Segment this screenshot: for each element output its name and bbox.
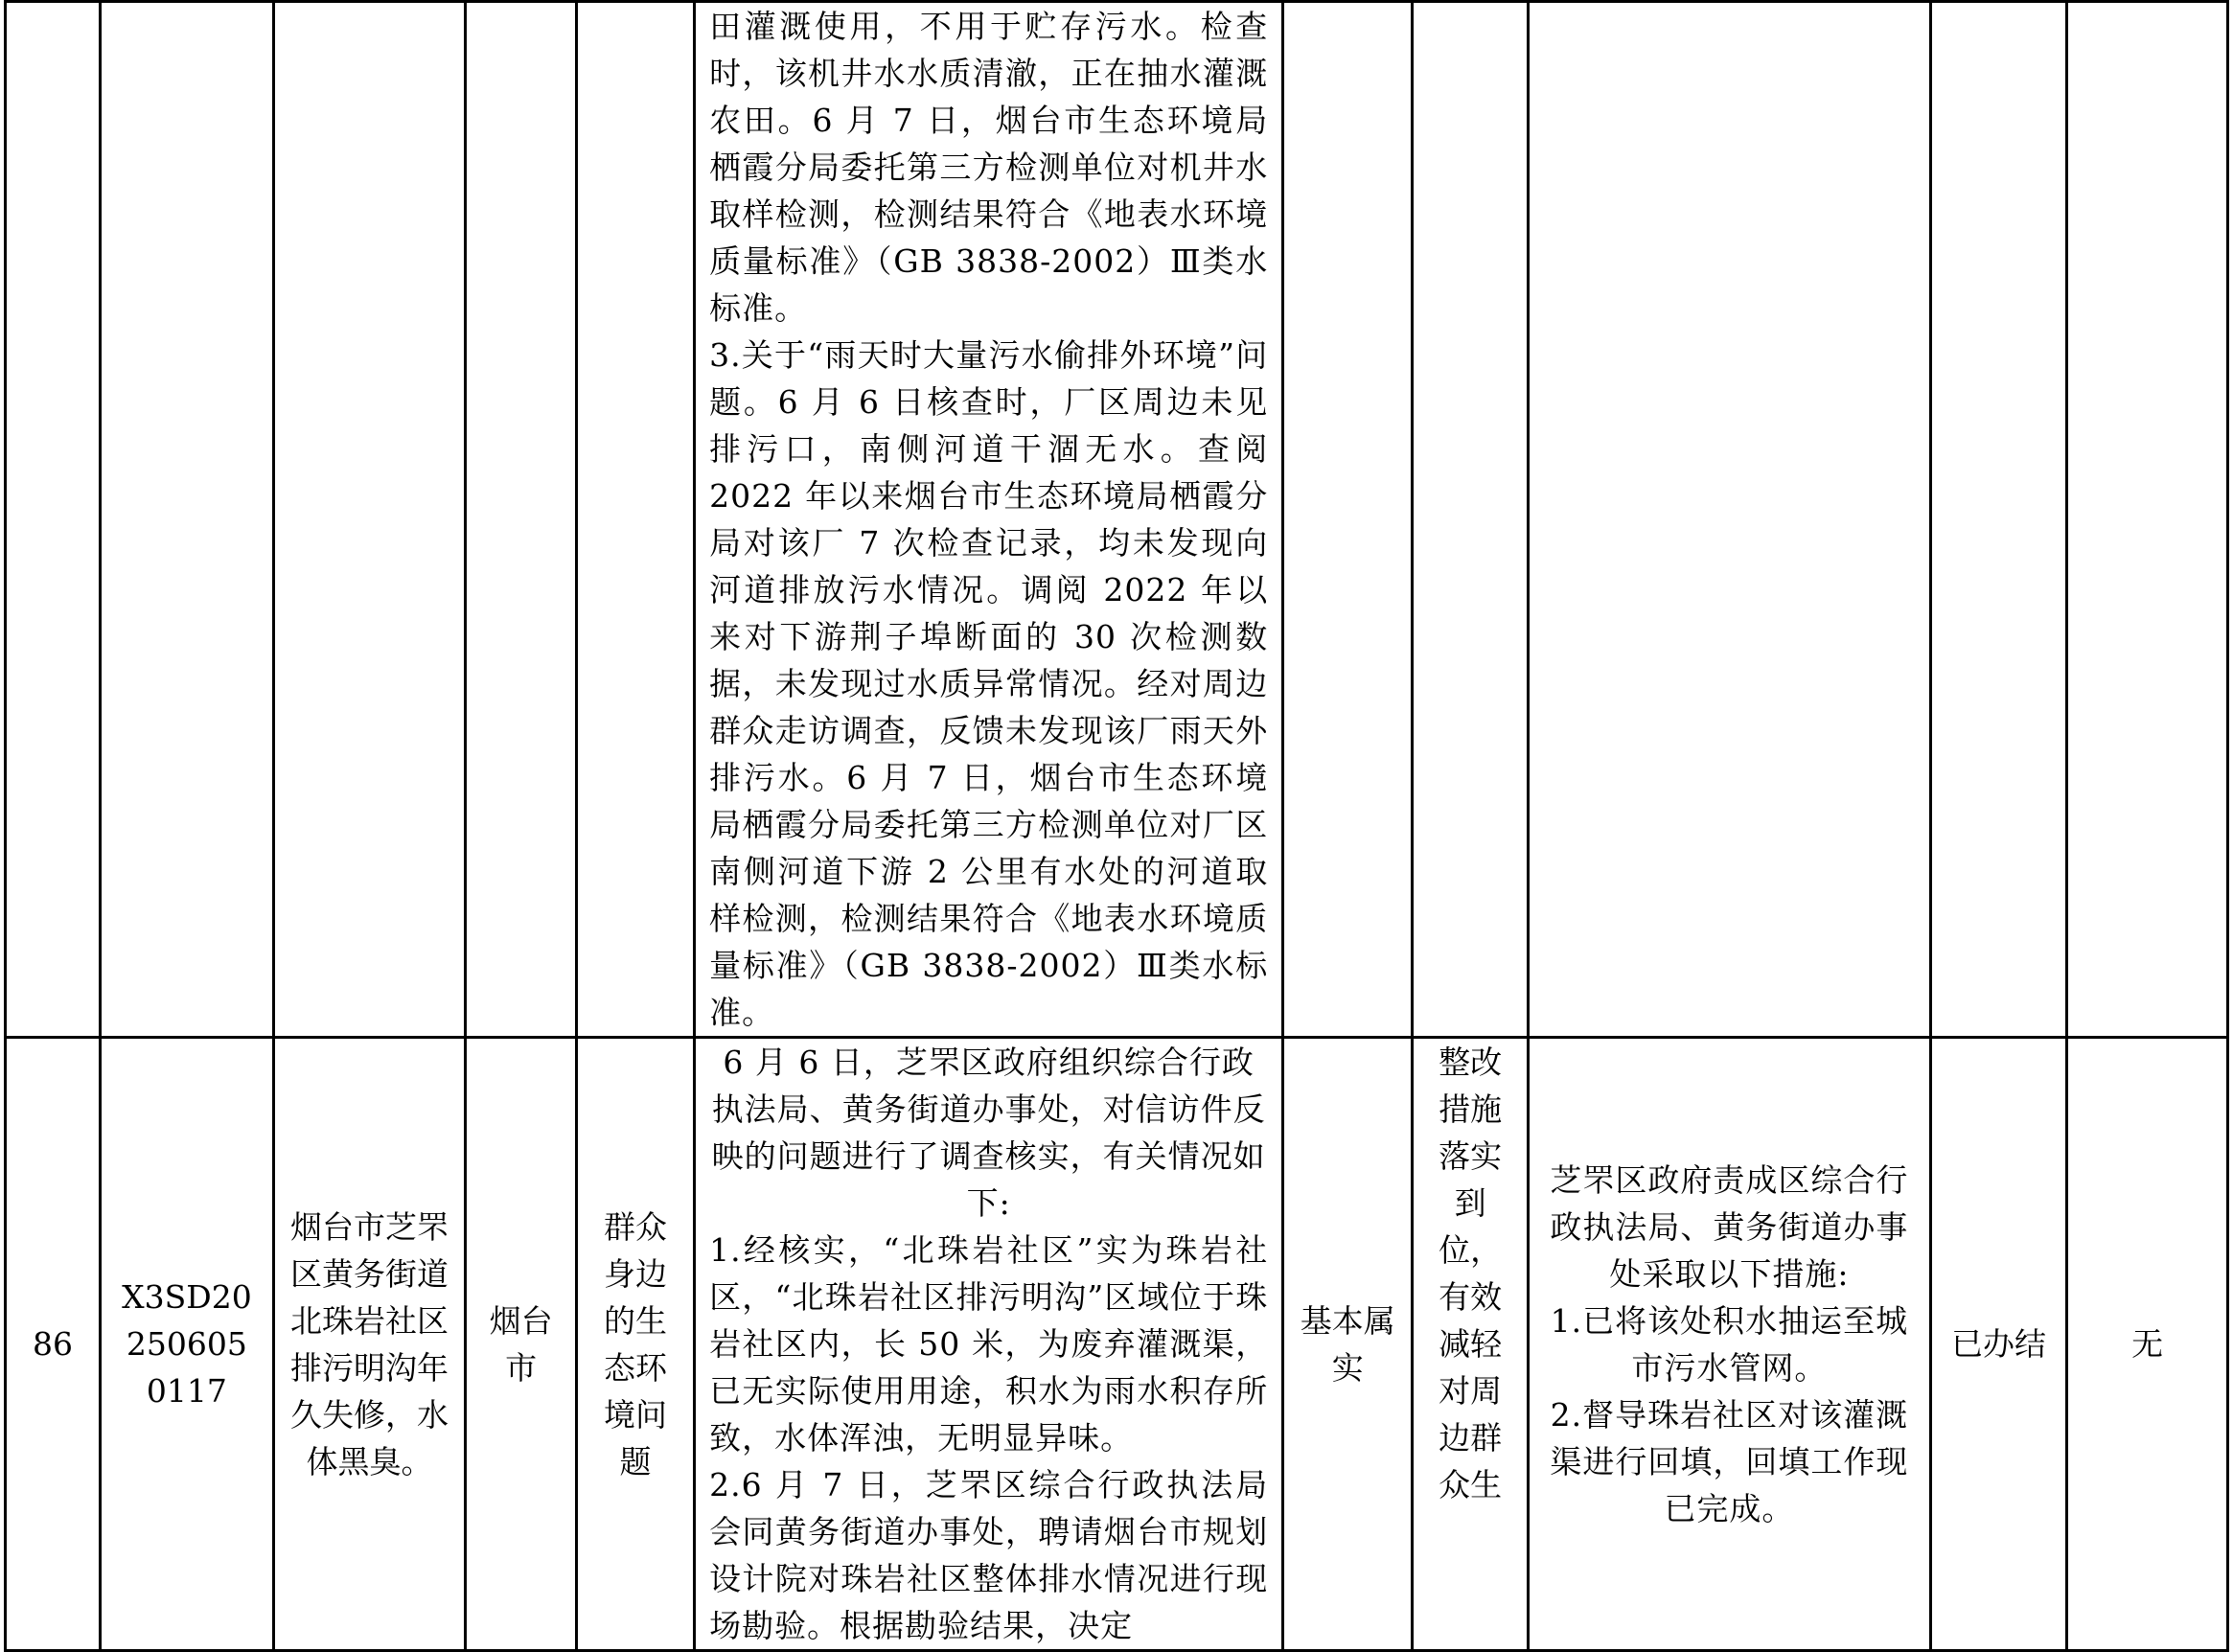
- cell-status: [1930, 2, 2066, 1038]
- petition-table: [4, 0, 2229, 1652]
- cell-status: 已办结: [1930, 1038, 2066, 1651]
- cell-measures: [1528, 1038, 1930, 1651]
- cell-number: 86: [6, 1038, 101, 1651]
- table-row-continued: [6, 2, 2228, 1038]
- cell-complaint: [273, 2, 465, 1038]
- measures-item: 1.已将该处积水抽运至城市污水管网。: [1550, 1301, 1909, 1387]
- cell-effect: [1413, 2, 1529, 1038]
- cell-measures: [1528, 2, 1930, 1038]
- table-row-86: [6, 1038, 2228, 1651]
- cell-number: [6, 2, 101, 1038]
- description-paragraph: 2.6 月 7 日，芝罘区综合行政执法局会同黄务街道办事处，聘请烟台市规划设计院对珠岩社区整体排水情况进行现场勘验。根据勘验结果，决定: [709, 1466, 1269, 1644]
- description-paragraph: 1.经核实，“北珠岩社区”实为珠岩社区，“北珠岩社区排污明沟”区域位于珠岩社区内，长 50 米，为废弃灌溉渠，已无实际使用用途，积水为雨水积存所致，水体浑浊，无明显异味。: [709, 1231, 1269, 1457]
- cell-complaint: 烟台市芝罘区黄务街道北珠岩社区排污明沟年久失修，水体黑臭。: [273, 1038, 465, 1651]
- cell-verdict: [1283, 2, 1413, 1038]
- cell-verdict: 基本属实: [1283, 1038, 1413, 1651]
- measures-title: 芝罘区政府责成区综合行政执法局、黄务街道办事处采取以下措施:: [1550, 1160, 1909, 1293]
- cell-case-code: X3SD202506050117: [100, 1038, 273, 1651]
- cell-city: 烟台市: [466, 1038, 577, 1651]
- cell-case-code: [100, 2, 273, 1038]
- cell-category: [577, 2, 695, 1038]
- cell-description: [695, 1038, 1283, 1651]
- cell-effect: 整改措施落实到位，有效减轻对周边群众生: [1413, 1038, 1529, 1651]
- cell-description: [695, 2, 1283, 1038]
- description-paragraph: 6 月 6 日，芝罘区政府组织综合行政执法局、黄务街道办事处，对信访件反映的问题进行了调查核实，有关情况如下:: [711, 1044, 1266, 1222]
- cell-accountability: [2067, 2, 2228, 1038]
- measures-item: 2.督导珠岩社区对该灌溉渠进行回填，回填工作现已完成。: [1550, 1395, 1909, 1527]
- description-paragraph: 田灌溉使用，不用于贮存污水。检查时，该机井水水质清澈，正在抽水灌溉农田。6 月 7 日，烟台市生态环境局栖霞分局委托第三方检测单位对机井水取样检测，检测结果符合《地表水环境质量标准》（GB 3838-2002）Ⅲ类水标准。: [709, 8, 1269, 327]
- cell-category: 群众身边的生态环境问题: [577, 1038, 695, 1651]
- description-paragraph: 3.关于“雨天时大量污水偷排外环境”问题。6 月 6 日核查时，厂区周边未见排污口，南侧河道干涸无水。查阅 2022 年以来烟台市生态环境局栖霞分局对该厂 7 次检查记录，均未发现向河道排放污水情况。调阅 2022 年以来对下游荆子埠断面的 30 次检测数据，未发现过水质异常情况。经对周边群众走访调查，反馈未发现该厂雨天外排污水。6 月 7 日，烟台市生态环境局栖霞分局委托第三方检测单位对厂区南侧河道下游 2 公里有水处的河道取样检测，检测结果符合《地表水环境质量标准》（GB 3838-2002）Ⅲ类水标准。: [709, 336, 1269, 1031]
- cell-accountability: 无: [2067, 1038, 2228, 1651]
- cell-city: [466, 2, 577, 1038]
